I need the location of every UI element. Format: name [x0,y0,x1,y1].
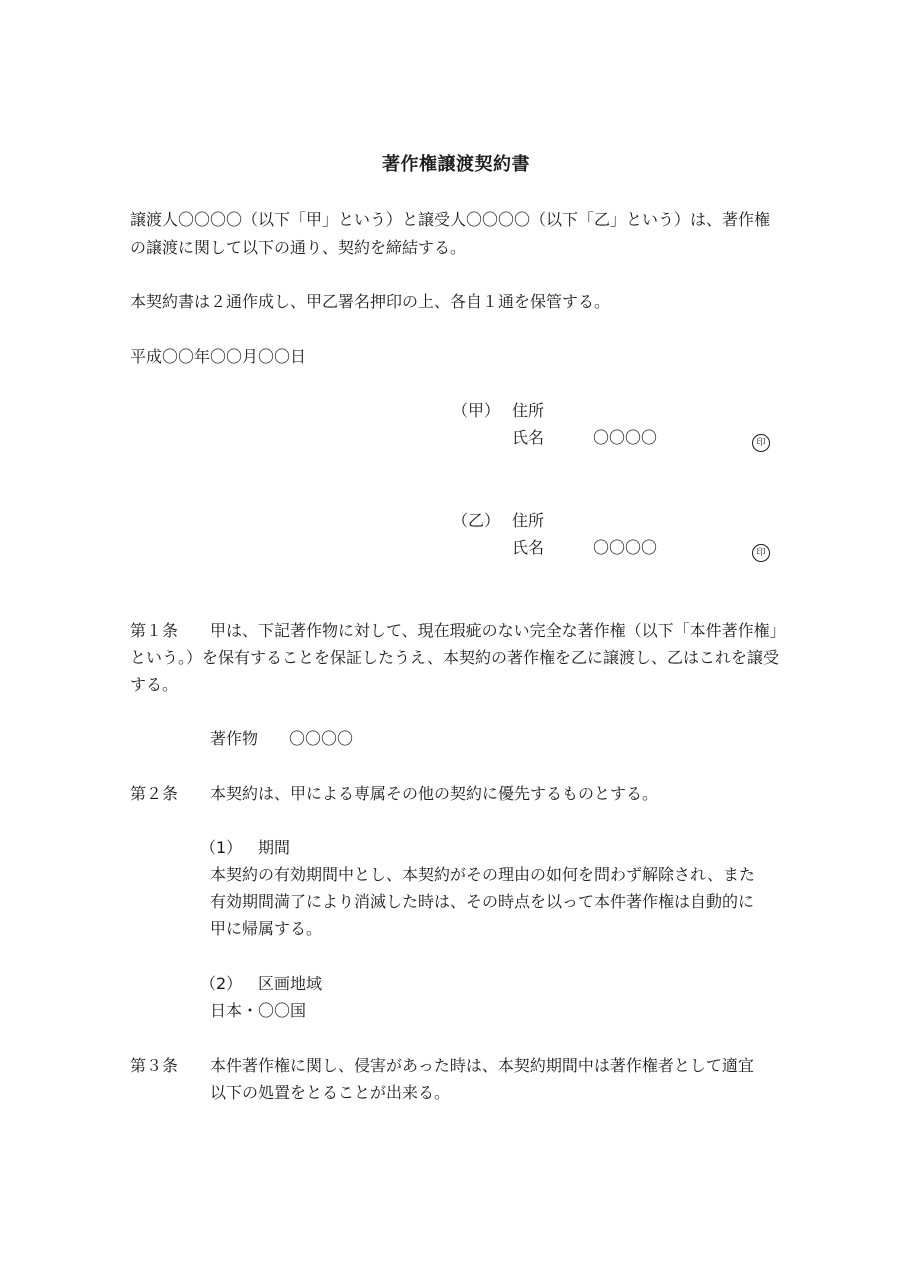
article-2-item-2-line-1: 日本・〇〇国 [210,1001,307,1020]
intro-line-2: の譲渡に関して以下の通り、契約を締結する。 [130,238,467,257]
party-b-label: （乙） [452,511,501,530]
party-a-seal-wrap [752,429,770,452]
work-value: 〇〇〇〇 [289,729,354,748]
article-2-item-2-title: 区画地域 [258,974,323,993]
article-2-item-1-line-3: 甲に帰属する。 [210,919,323,938]
intro-line-1: 譲渡人〇〇〇〇（以下「甲」という）と譲受人〇〇〇〇（以下「乙」という）は、著作権 [130,210,771,229]
article-2-item-1-line-1: 本契約の有効期間中とし、本契約がその理由の如何を問わず解除され、また [210,865,755,884]
article-3-line-1: 本件著作権に関し、侵害があった時は、本契約期間中は著作権者として適宜 [210,1056,754,1075]
article-2-line-1: 本契約は、甲による専属その他の契約に優先するものとする。 [210,784,659,803]
article-2-heading: 第２条 [130,784,179,803]
article-1-line-3: する。 [130,675,179,694]
article-1-heading: 第１条 [130,621,179,640]
party-a-name-value: 〇〇〇〇 [593,428,658,447]
seal-icon: 印 [752,544,770,562]
party-b-name-value: 〇〇〇〇 [593,538,658,557]
article-2-item-1-line-2: 有効期間満了により消滅した時は、その時点を以って本件著作権は自動的に [210,892,755,911]
party-a-label: （甲） [452,401,501,420]
seal-icon: 印 [752,434,770,452]
article-3-line-2: 以下の処置をとることが出来る。 [210,1083,451,1102]
copies-statement: 本契約書は２通作成し、甲乙署名押印の上、各自１通を保管する。 [130,292,611,311]
party-a-name-label: 氏名 [512,428,545,447]
party-b-seal-wrap [752,539,770,562]
party-b-address-label: 住所 [512,511,545,530]
article-1-line-1: 甲は、下記著作物に対して、現在瑕疵のない完全な著作権（以下「本件著作権」 [210,621,786,640]
document-title: 著作権譲渡契約書 [382,154,530,175]
party-b-name-label: 氏名 [512,538,545,557]
article-2-item-2-number: （2） [200,974,243,993]
article-1-line-2: という。）を保有することを保証したうえ、本契約の著作権を乙に譲渡し、乙はこれを譲受 [130,648,779,667]
contract-date: 平成〇〇年〇〇月〇〇日 [130,347,307,366]
work-label: 著作物 [210,729,259,748]
article-2-item-1-title: 期間 [258,838,291,857]
party-a-address-label: 住所 [512,401,545,420]
article-3-heading: 第３条 [130,1056,179,1075]
article-2-item-1-number: （1） [200,838,243,857]
